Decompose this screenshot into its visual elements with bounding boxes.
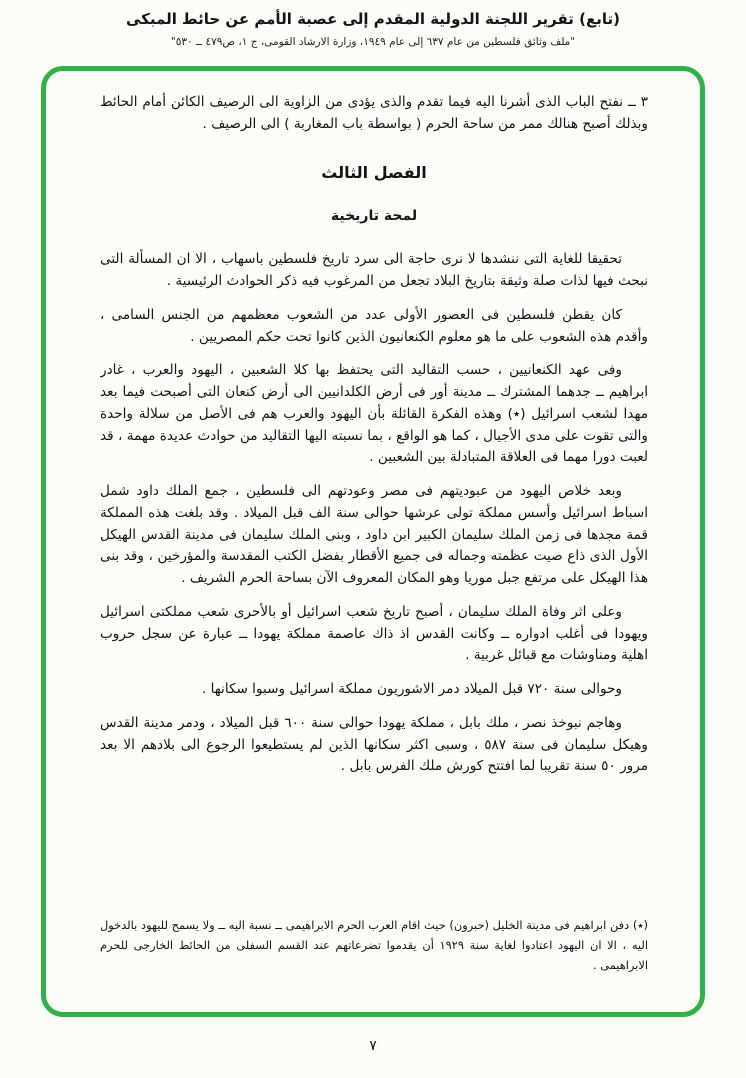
numbered-item: ٣ ــ نفتح الباب الذى أشرنا اليه فيما تقدم والذى يؤدى من الزاوية الى الرصيف الكائن أمام الحائط وبذلك أصبح هنالك ممر من ساحة الحرم ( بواسطة باب المغاربة ) الى الرصيف . [100,94,648,132]
source-citation: "ملف وثائق فلسطين من عام ٦٣٧ إلى عام ١٩٤٩، وزارة الارشاد القومى، ج ١، ص٤٧٩ ــ ٥٣٠" [170,36,576,48]
paragraph: وحوالى سنة ٧٢٠ قبل الميلاد دمر الاشوريون مملكة اسرائيل وسبوا سكانها . [201,681,622,698]
page-number: ٧ [369,1038,377,1054]
report-title: (تابع) تقرير اللجنة الدولية المقدم إلى عصبة الأمم عن حائط المبكى [125,10,620,28]
page-header [0,10,746,48]
section-heading: لمحة تاريخية [330,208,418,225]
paragraph: وبعد خلاص اليهود من عبوديتهم فى مصر وعودتهم الى فلسطين ، جمع الملك داود شمل اسباط اسرائيل وأسس مملكة تولى عرشها حوالى سنة الف قبل الميلاد . وقد بلغت هذه المملكة قمة مجدها فى زمن الملك سليمان الكبير ابن داود ، وبنى الملك سليمان فى مدينة القدس الهيكل الأول الذى ذاع صيت عظمته وجماله فى جميع الأقطار بفضل الكتب المقدسة والمؤرخين ، وقد بنى هذا الهيكل على مرتفع جبل موريا وهو المكان المعروف الآن بساحة الحرم الشريف . [100,483,648,587]
paragraph: كان يقطن فلسطين فى العصور الأولى عدد من الشعوب معظمهم من الجنس السامى ، وأقدم هذه الشعوب على ما هو معلوم الكنعانيون الذين كانوا تحت حكم المصريين . [100,306,648,345]
document-body [100,92,648,908]
footnote: (٭) دفن ابراهيم فى مدينة الخليل (حبرون) حيث اقام العرب الحرم الابراهيمى ــ نسبة اليه ــ ولا يسمح لليهود بالدخول اليه ، الا ان اليهود اعتادوا لغاية سنة ١٩٢٩ أن يقدموا تضرعاتهم عند القسم السفلى من الحائط الخارجى للحرم الابراهيمى . [100,918,648,972]
paragraph: وفى عهد الكنعانيين ، حسب التقاليد التى يحتفظ بها كلا الشعبين ، اليهود والعرب ، غادر ابراهيم ــ جدهما المشترك ــ مدينة أور فى أرض الكلدانيين الى أرض كنعان التى أصبحت فيما بعد مهدا لشعب اسرائيل (٭) وهذه الفكرة القائلة بأن اليهود والعرب هم فى الأصل من سلالة واحدة والتى تقوت على مدى الأجيال ، كما هو الواقع ، بما نسبته اليها التقاليد من حوادث عديدة مهمة ، قد لعبت دورا مهما فى العلاقة المتبادلة بين الشعبين . [100,362,648,466]
paragraph: تحقيقا للغاية التى ننشدها لا نرى حاجة الى سرد تاريخ فلسطين باسهاب ، الا ان المسألة التى نبحث فيها لذات صلة وثيقة بتاريخ البلاد تجعل من المرغوب فيه ذكر الحوادث الرئيسية . [100,251,648,290]
paragraph: وعلى اثر وفاة الملك سليمان ، أصبح تاريخ شعب اسرائيل أو بالأحرى شعب مملكتى اسرائيل ويهودا فى أغلب ادواره ــ وكانت القدس اذ ذاك عاصمة مملكة يهودا ــ عبارة عن سجل حروب اهلية ومناوشات مع قبائل غربية . [100,603,648,664]
paragraph: وهاجم نبوخذ نصر ، ملك بابل ، مملكة يهودا حوالى سنة ٦٠٠ قبل الميلاد ، ودمر مدينة القدس وهيكل سليمان فى سنة ٥٨٧ ، وسبى اكثر سكانها الذين لم يستطيعوا الرجوع الى بلادهم الا بعد مرور ٥٠ سنة تقريبا لما افتتح كورش ملك الفرس بابل . [100,714,648,775]
chapter-heading: الفصل الثالث [321,162,427,182]
